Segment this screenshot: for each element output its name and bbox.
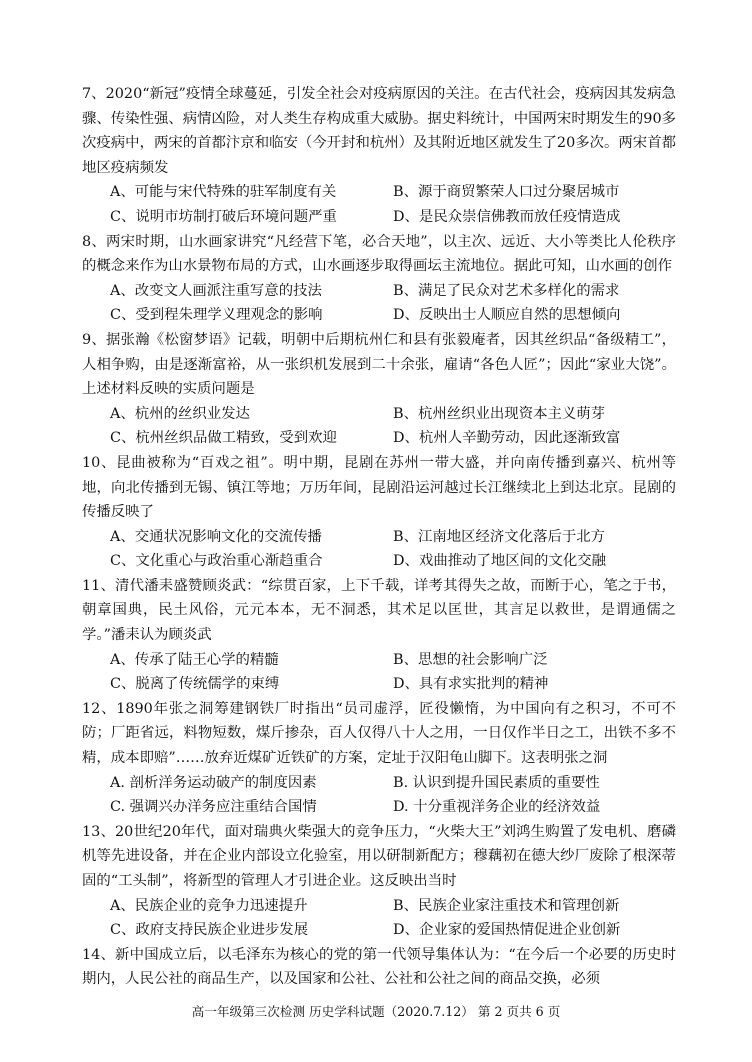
option-list [82,279,676,328]
option-list [82,525,676,574]
answer-option: D、戏曲推动了地区间的文化交融 [393,553,607,570]
answer-option: D、是民众崇信佛教而放任疫情造成 [393,208,621,225]
answer-option: A、杭州的丝织业发达 [110,405,250,422]
option-row [82,894,676,919]
answer-option: D、具有求实批判的精神 [393,676,549,693]
question-item [82,328,676,451]
question-stem: 13、20世纪20年代，面对瑞典火柴强大的竞争压力，“火柴大王”刘鸿生购置了发电机、磨磷机等先进设备，并在企业内部设立化验室，用以研制新配方；穆藕初在德大纱厂废除了根深蒂固的“工头制”，将新型的管理人才引进企业。这反映出当时 [82,823,676,889]
answer-option: D. 十分重视洋务企业的经济效益 [393,799,601,816]
option-list [82,894,676,943]
answer-option: C、说明市坊制打破后环境问题严重 [110,208,337,225]
answer-option: C、受到程朱理学义理观念的影响 [110,307,323,324]
option-row [82,648,676,673]
answer-option: A. 剖析洋务运动破产的制度因素 [110,774,317,791]
question-item [82,451,676,574]
answer-option: A、可能与宋代特殊的驻军制度有关 [110,184,337,201]
question-list [82,82,676,992]
answer-option: C、杭州丝织品做工精致，受到欢迎 [110,430,337,447]
answer-option: C、脱离了传统儒学的束缚 [110,676,280,693]
answer-option: A、传承了陆王心学的精髓 [110,651,279,668]
page-footer: 高一年级第三次检测 历史学科试题（2020.7.12） 第 2 页共 6 页 [191,1004,561,1019]
answer-option: D、杭州人辛勤劳动，因此逐渐致富 [393,430,621,447]
question-stem: 10、昆曲被称为“百戏之祖”。明中期，昆剧在苏州一带大盛，并向南传播到嘉兴、杭州等地，向北传播到无锡、镇江等地；万历年间，昆剧沿运河越过长江继续北上到达北京。昆剧的传播反映了 [82,454,676,521]
question-stem: 9、据张瀚《松窗梦语》记载，明朝中后期杭州仁和县有张毅庵者，因其丝织品“备级精工”，人相争购，由是逐渐富裕，从一张织机发展到二十余张，雇请“各色人匠”；因此“家业大饶”。上述材料反映的实质问题是 [82,331,676,398]
answer-option: D、企业家的爱国热情促进企业创新 [393,922,621,939]
answer-option: B. 认识到提升国民素质的重要性 [393,774,600,791]
option-row [82,771,676,796]
answer-option: B、源于商贸繁荣人口过分聚居城市 [393,184,620,201]
answer-option: C、文化重心与政治重心渐趋重合 [110,553,323,570]
answer-option: B、思想的社会影响广泛 [393,651,548,668]
option-row [82,279,676,304]
option-row [82,402,676,427]
answer-option: B、满足了民众对艺术多样化的需求 [393,282,620,299]
question-item [82,697,676,820]
option-row [82,205,676,230]
question-stem: 7、2020“新冠”疫情全球蔓延，引发全社会对疫病原因的关注。在古代社会，疫病因其发病急骤、传染性强、病情凶险，对人类生存构成重大威胁。据史料统计，中国两宋时期发生的90多次疫病中，两宋的首都汴京和临安（今开封和杭州）及其附近地区就发生了20多次。两宋首都地区疫病频发 [82,86,676,176]
answer-option: A、民族企业的竞争力迅速提升 [110,897,308,914]
option-row [82,549,676,574]
answer-option: B、民族企业家注重技术和管理创新 [393,897,620,914]
question-item [82,82,676,230]
option-row [82,672,676,697]
option-row [82,303,676,328]
option-list [82,771,676,820]
question-stem: 14、新中国成立后，以毛泽东为核心的党的第一代领导集体认为：“在今后一个必要的历史时期内，人民公社的商品生产，以及国家和公社、公社和公社之间的商品交换，必须 [82,946,676,988]
answer-option: A、交通状况影响文化的交流传播 [110,528,322,545]
question-item [82,820,676,943]
option-row [82,918,676,943]
option-row [82,180,676,205]
answer-option: B、江南地区经济文化落后于北方 [393,528,606,545]
question-item [82,943,676,992]
option-list [82,648,676,697]
answer-option: A、改变文人画派注重写意的技法 [110,282,322,299]
answer-option: C. 强调兴办洋务应注重结合国情 [110,799,317,816]
answer-option: B、杭州丝织业出现资本主义萌芽 [393,405,606,422]
option-row [82,426,676,451]
option-row [82,795,676,820]
question-stem: 8、两宋时期，山水画家讲究“凡经营下笔，必合天地”，以主次、远近、大小等类比人伦秩序的概念来作为山水景物布局的方式，山水画逐步取得画坛主流地位。据此可知，山水画的创作 [82,233,676,275]
question-item [82,574,676,697]
option-row [82,525,676,550]
answer-option: C、政府支持民族企业进步发展 [110,922,309,939]
question-stem: 11、清代潘耒盛赞顾炎武：“综贯百家，上下千载，详考其得失之故，而断于心，笔之于书，朝章国典，民土风俗，元元本本，无不洞悉，其术足以匡世，其言足以救世，是谓通儒之学。”潘耒认为顾炎武 [82,577,676,644]
question-item [82,230,676,328]
answer-option: D、反映出士人顺应自然的思想倾向 [393,307,621,324]
option-list [82,180,676,229]
question-stem: 12、1890年张之洞筹建钢铁厂时指出“员司虚浮，匠役懒惰，为中国向有之积习，不可不防；厂距省远，料物短数，煤斤掺杂，百人仅得八十人之用，一日仅作半日之工，出铁不多不精，成本即赔”……放弃近煤矿近铁矿的方案，定址于汉阳龟山脚下。这表明张之洞 [82,700,676,767]
option-list [82,402,676,451]
